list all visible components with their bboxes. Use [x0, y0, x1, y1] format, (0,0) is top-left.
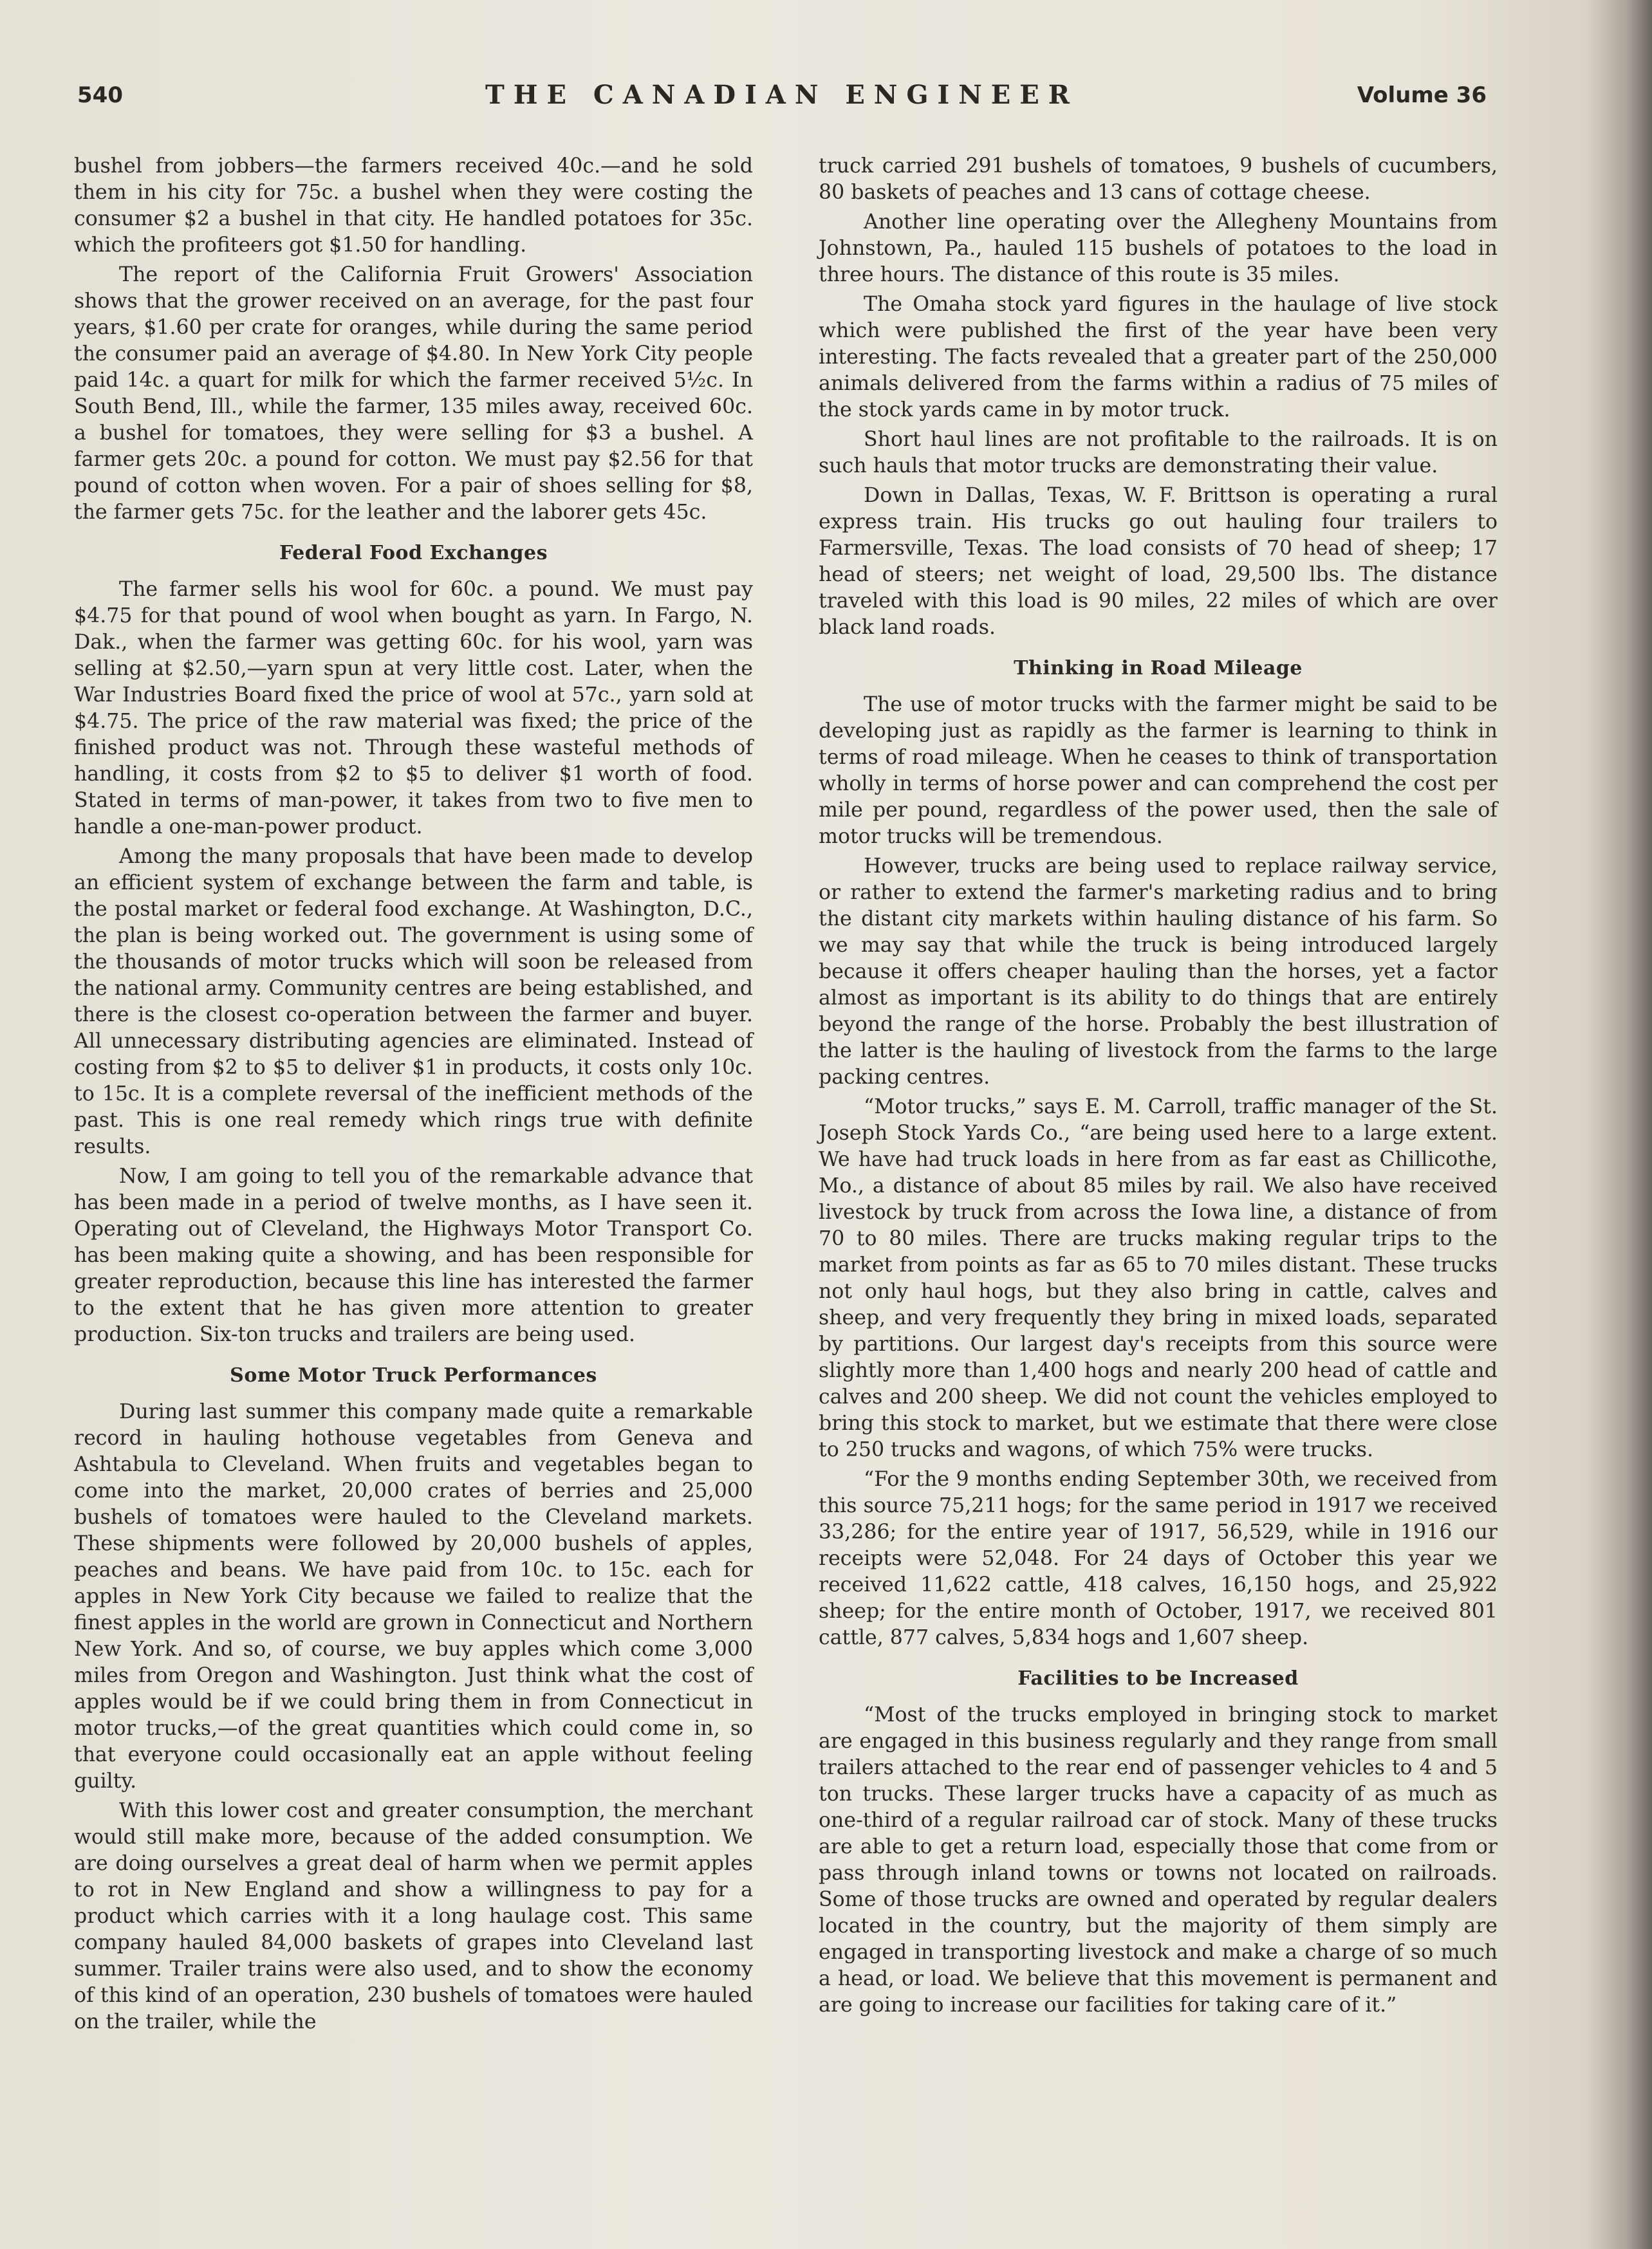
paragraph: Another line operating over the Allegheny Mountains from Johnstown, Pa., hauled 115 bushels of potatoes to the load in three hours. The distance of this route is 35 miles.: [819, 210, 1498, 286]
paragraph: “Motor trucks,” says E. M. Carroll, traffic manager of the St. Joseph Stock Yards Co., “are being used here to a large extent. We have had truck loads in here from as far east as Chillicothe, Mo., a distance of about 85 miles by rail. We also have received livestock by truck from across the Iowa line, a distance of from 70 to 80 miles. There are trucks making regular trips to the market from points as far as 65 to 70 miles distant. These trucks not only haul hogs, but they also bring in cattle, calves and sheep, and very frequently they bring in mixed loads, separated by partitions. Our largest day's receipts from this source were slightly more than 1,400 hogs and nearly 200 head of cattle and calves and 200 sheep. We did not count the vehicles employed to bring this stock to market, but we estimate that there were close to 250 trucks and wagons, of which 75% were trucks.: [819, 1095, 1498, 1461]
section-heading: Some Motor Truck Performances: [230, 1364, 597, 1387]
section-heading: Thinking in Road Mileage: [1014, 657, 1303, 680]
paragraph: The use of motor trucks with the farmer might be said to be developing just as rapidly as the farmer is learning to think in terms of road mileage. When he ceases to think of transportation wholly in terms of horse power and can comprehend the cost per mile per pound, regardless of the power used, then the sale of motor trucks will be tremendous.: [819, 693, 1498, 848]
journal-title: THE CANADIAN ENGINEER: [485, 80, 1079, 110]
left-column: [74, 153, 753, 2039]
volume-label: Volume 36: [1357, 82, 1487, 108]
paragraph: Now, I am going to tell you of the remarkable advance that has been made in a period of twelve months, as I have seen it. Operating out of Cleveland, the Highways Motor Transport Co. has been making quite a showing, and has been responsible for greater reproduction, because this line has interested the farmer to the extent that he has given more attention to greater production. Six-ton trucks and trailers are being used.: [74, 1165, 753, 1346]
paragraph: bushel from jobbers—the farmers received 40c.—and he sold them in his city for 75c. a bushel when they were costing the consumer $2 a bushel in that city. He handled potatoes for 35c. which the profiteers got $1.50 for handling.: [74, 154, 753, 257]
right-column: [819, 153, 1498, 2022]
paragraph: “For the 9 months ending September 30th, we received from this source 75,211 hogs; for the same period in 1917 we received 33,286; for the entire year of 1917, 56,529, while in 1916 our receipts were 52,048. For 24 days of October this year we received 11,622 cattle, 418 calves, 16,150 hogs, and 25,922 sheep; for the entire month of October, 1917, we received 801 cattle, 877 calves, 5,834 hogs and 1,607 sheep.: [819, 1468, 1498, 1649]
section-heading: Federal Food Exchanges: [279, 542, 548, 564]
paragraph: With this lower cost and greater consumption, the merchant would still make more, because of the added consumption. We are doing ourselves a great deal of harm when we permit apples to rot in New England and show a willingness to pay for a product which carries with it a long haulage cost. This same company hauled 84,000 baskets of grapes into Cleveland last summer. Trailer trains were also used, and to show the economy of this kind of an operation, 230 bushels of tomatoes were hauled on the trailer, while the: [74, 1799, 753, 2033]
paragraph: The Omaha stock yard figures in the haulage of live stock which were published the first of the year have been very interesting. The facts revealed that a greater part of the 250,000 animals delivered from the farms within a radius of 75 miles of the stock yards came in by motor truck.: [819, 293, 1498, 421]
paragraph: The report of the California Fruit Growers' Association shows that the grower received on an average, for the past four years, $1.60 per crate for oranges, while during the same period the consumer paid an average of $4.80. In New York City people paid 14c. a quart for milk for which the farmer received 5½c. In South Bend, Ill., while the farmer, 135 miles away, received 60c. a bushel for tomatoes, they were selling for $3 a bushel. A farmer gets 20c. a pound for cotton. We must pay $2.56 for that pound of cotton when woven. For a pair of shoes selling for $8, the farmer gets 75c. for the leather and the laborer gets 45c.: [74, 263, 753, 524]
paragraph: Down in Dallas, Texas, W. F. Brittson is operating a rural express train. His trucks go out hauling four trailers to Farmersville, Texas. The load consists of 70 head of sheep; 17 head of steers; net weight of load, 29,500 lbs. The distance traveled with this load is 90 miles, 22 miles of which are over black land roads.: [819, 484, 1498, 639]
paragraph: During last summer this company made quite a remarkable record in hauling hothouse vegetables from Geneva and Ashtabula to Cleveland. When fruits and vegetables began to come into the market, 20,000 crates of berries and 25,000 bushels of tomatoes were hauled to the Cleveland markets. These shipments were followed by 20,000 bushels of apples, peaches and beans. We have paid from 10c. to 15c. each for apples in New York City because we failed to realize that the finest apples in the world are grown in Connecticut and Northern New York. And so, of course, we buy apples which come 3,000 miles from Oregon and Washington. Just think what the cost of apples would be if we could bring them in from Connecticut in motor trucks,—of the great quantities which could come in, so that everyone could occasionally eat an apple without feeling guilty.: [74, 1400, 753, 1793]
running-head: [77, 82, 1487, 121]
paragraph: Short haul lines are not profitable to the railroads. It is on such hauls that motor trucks are demonstrating their value.: [819, 428, 1498, 477]
page-number: 540: [77, 82, 123, 108]
paragraph: Among the many proposals that have been made to develop an efficient system of exchange between the farm and table, is the postal market or federal food exchange. At Washington, D.C., the plan is being worked out. The government is using some of the thousands of motor trucks which will soon be released from the national army. Community centres are being established, and there is the closest co-operation between the farmer and buyer. All unnecessary distributing agencies are eliminated. Instead of costing from $2 to $5 to deliver $1 in products, it costs only 10c. to 15c. It is a complete reversal of the inefficient methods of the past. This is one real remedy which rings true with definite results.: [74, 845, 753, 1158]
section-heading: Facilities to be Increased: [1017, 1667, 1299, 1690]
paragraph: However, trucks are being used to replace railway service, or rather to extend the farmer's marketing radius and to bring the distant city markets within hauling distance of his farm. So we may say that while the truck is being introduced largely because it offers cheaper hauling than the horses, yet a factor almost as important is its ability to do things that are entirely beyond the range of the horse. Probably the best illustration of the latter is the hauling of livestock from the farms to the large packing centres.: [819, 855, 1498, 1089]
paragraph: The farmer sells his wool for 60c. a pound. We must pay $4.75 for that pound of wool when bought as yarn. In Fargo, N. Dak., when the farmer was getting 60c. for his wool, yarn was selling at $2.50,—yarn spun at very little cost. Later, when the War Industries Board fixed the price of wool at 57c., yarn sold at $4.75. The price of the raw material was fixed; the price of the finished product was not. Through these wasteful methods of handling, it costs from $2 to $5 to deliver $1 worth of food. Stated in terms of man-power, it takes from two to five men to handle a one-man-power product.: [74, 578, 753, 838]
paragraph: truck carried 291 bushels of tomatoes, 9 bushels of cucumbers, 80 baskets of peaches and 13 cans of cottage cheese.: [819, 154, 1498, 204]
paragraph: “Most of the trucks employed in bringing stock to market are engaged in this business regularly and they range from small trailers attached to the rear end of passenger vehicles to 4 and 5 ton trucks. These larger trucks have a capacity of as much as one-third of a regular railroad car of stock. Many of these trucks are able to get a return load, especially those that come from or pass through inland towns or towns not located on railroads. Some of those trucks are owned and operated by regular dealers located in the country, but the majority of them simply are engaged in transporting livestock and make a charge of so much a head, or load. We believe that this movement is permanent and are going to increase our facilities for taking care of it.”: [819, 1703, 1498, 2017]
